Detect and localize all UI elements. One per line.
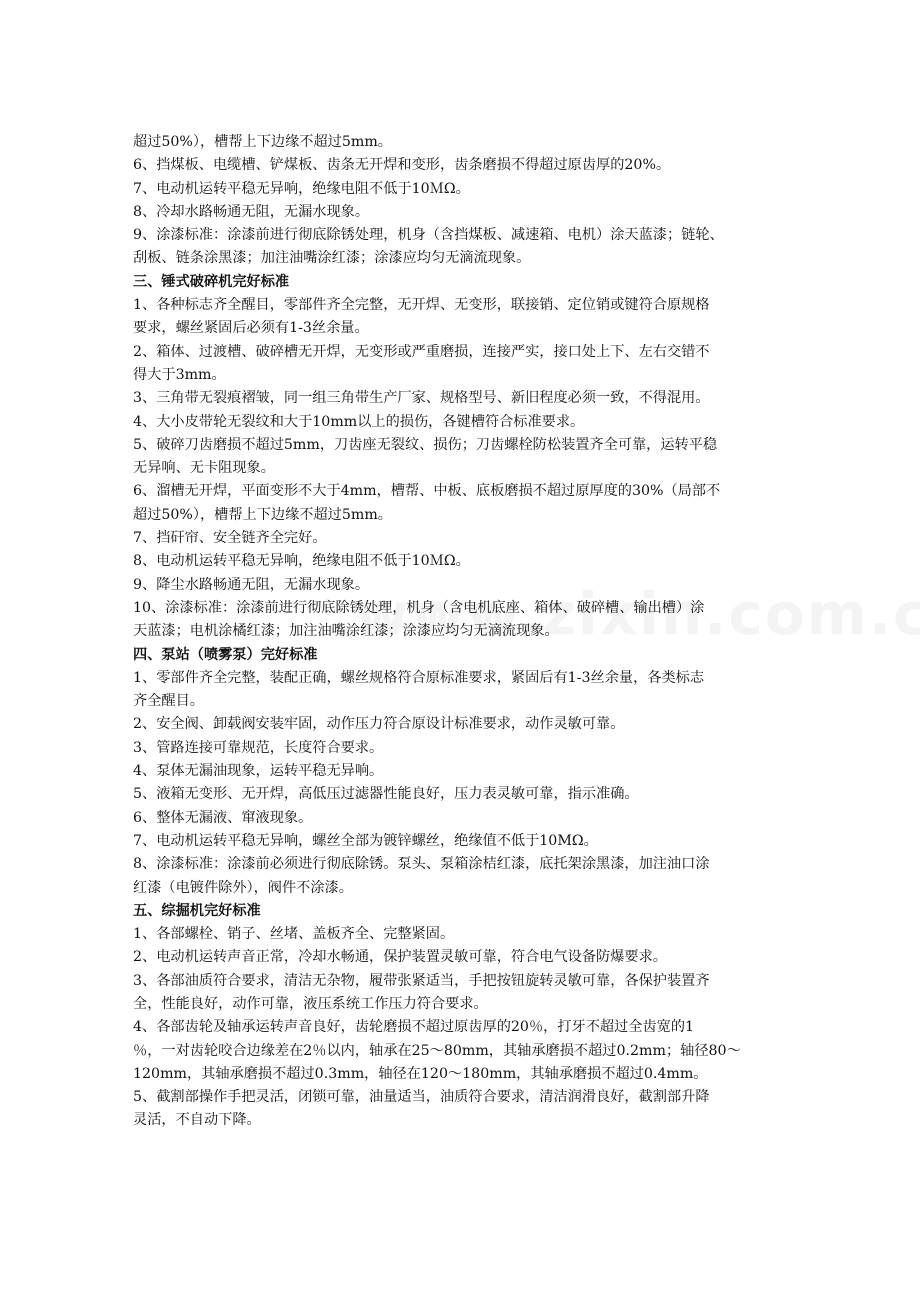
- text-line: 3、管路连接可靠规范，长度符合要求。: [133, 739, 384, 756]
- text-line: 2、箱体、过渡槽、破碎槽无开焊，无变形或严重磨损，连接严实，接口处上下、左右交错不: [133, 343, 710, 360]
- text-line: 5、截割部操作手把灵活，闭锁可靠，油量适当，油质符合要求，清洁润滑良好，截割部升降: [133, 1089, 710, 1106]
- document-body: [133, 131, 793, 1133]
- text-line: 刮板、链条涂黑漆；加注油嘴涂红漆；涂漆应均匀无滴流现象。: [133, 250, 531, 267]
- text-line: 6、挡煤板、电缆槽、铲煤板、齿条无开焊和变形，齿条磨损不得超过原齿厚的20%。: [133, 157, 671, 174]
- text-line: 3、各部油质符合要求，清洁无杂物，履带张紧适当，手把按钮旋转灵敏可靠，各保护装置齐: [133, 972, 710, 989]
- text-line: 灵活，不自动下降。: [133, 1112, 261, 1129]
- text-line: ％，一对齿轮咬合边缘差在2％以内，轴承在25～80mm，其轴承磨损不超过0.2mm；轴径80～: [133, 1042, 741, 1059]
- text-line: 全，性能良好，动作可靠，液压系统工作压力符合要求。: [133, 995, 488, 1012]
- section-heading: 三、锤式破碎机完好标准: [133, 273, 290, 290]
- text-line: 天蓝漆；电机涂橘红漆；加注油嘴涂红漆；涂漆应均匀无滴流现象。: [133, 623, 559, 640]
- text-line: 2、电动机运转声音正常，冷却水畅通，保护装置灵敏可靠，符合电气设备防爆要求。: [133, 949, 667, 966]
- text-line: 4、泵体无漏油现象，运转平稳无异响。: [133, 763, 384, 780]
- text-line: 5、液箱无变形、无开焊，高低压过滤器性能良好，压力表灵敏可靠，指示准确。: [133, 786, 639, 803]
- section-heading: 五、综掘机完好标准: [133, 902, 261, 919]
- section-heading: 四、泵站（喷雾泵）完好标准: [133, 646, 318, 663]
- text-line: 9、涂漆标准：涂漆前进行彻底除锈处理，机身（含挡煤板、减速箱、电机）涂天蓝漆；链轮、: [133, 227, 724, 244]
- text-line: 3、三角带无裂痕褶皱，同一组三角带生产厂家、规格型号、新旧程度必须一致，不得混用。: [133, 390, 710, 407]
- text-line: 5、破碎刀齿磨损不超过5mm，刀齿座无裂纹、损伤；刀齿螺栓防松装置齐全可靠，运转平稳: [133, 436, 718, 453]
- text-line: 超过50%），槽帮上下边缘不超过5mm。: [133, 134, 392, 150]
- text-line: 8、冷却水路畅通无阻，无漏水现象。: [133, 203, 370, 220]
- text-line: 8、电动机运转平稳无异响，绝缘电阻不低于10ＭΩ。: [133, 553, 470, 570]
- text-line: 4、大小皮带轮无裂纹和大于10mm以上的损伤，各键槽符合标准要求。: [133, 413, 585, 430]
- text-line: 4、各部齿轮及轴承运转声音良好，齿轮磨损不超过原齿厚的20％，打牙不超过全齿宽的1: [133, 1019, 695, 1036]
- text-line: 1、零部件齐全完整，装配正确，螺丝规格符合原标准要求，紧固后有1-3丝余量，各类标志: [133, 669, 705, 686]
- text-line: 得大于3mm。: [133, 366, 226, 383]
- text-line: 120mm，其轴承磨损不超过0.3mm，轴径在120～180mm，其轴承磨损不超过0.4mm。: [133, 1065, 708, 1082]
- text-line: 7、挡矸帘、安全链齐全完好。: [133, 530, 327, 547]
- text-line: 9、降尘水路畅通无阻，无漏水现象。: [133, 576, 370, 593]
- text-line: 超过50%），槽帮上下边缘不超过5mm。: [133, 506, 392, 523]
- text-line: 8、涂漆标准：涂漆前必须进行彻底除锈。泵头、泵箱涂桔红漆，底托架涂黑漆，加注油口涂: [133, 856, 710, 873]
- text-line: 7、电动机运转平稳无异响，绝缘电阻不低于10ＭΩ。: [133, 180, 470, 197]
- text-line: 红漆（电镀件除外），阀件不涂漆。: [133, 879, 353, 896]
- text-line: 2、安全阀、卸载阀安装牢固，动作压力符合原设计标准要求，动作灵敏可靠。: [133, 716, 625, 733]
- text-line: 10、涂漆标准：涂漆前进行彻底除锈处理，机身（含电机底座、箱体、破碎槽、输出槽）涂: [133, 599, 705, 616]
- text-line: 无异响、无卡阻现象。: [133, 460, 275, 477]
- text-line: 要求，螺丝紧固后必须有1-3丝余量。: [133, 320, 369, 337]
- text-line: 齐全醒目。: [133, 693, 204, 710]
- text-line: 1、各部螺栓、销子、丝堵、盖板齐全、完整紧固。: [133, 926, 455, 943]
- text-line: 1、各种标志齐全醒目，零部件齐全完整，无开焊、无变形，联接销、定位销或键符合原规格: [133, 297, 710, 314]
- text-line: 6、溜槽无开焊，平面变形不大于4mm，槽帮、中板、底板磨损不超过原厚度的30%（局部不: [133, 483, 721, 500]
- text-line: 6、整体无漏液、窜液现象。: [133, 809, 313, 826]
- text-line: 7、电动机运转平稳无异响，螺丝全部为镀锌螺丝，绝缘值不低于10MΩ。: [133, 832, 598, 849]
